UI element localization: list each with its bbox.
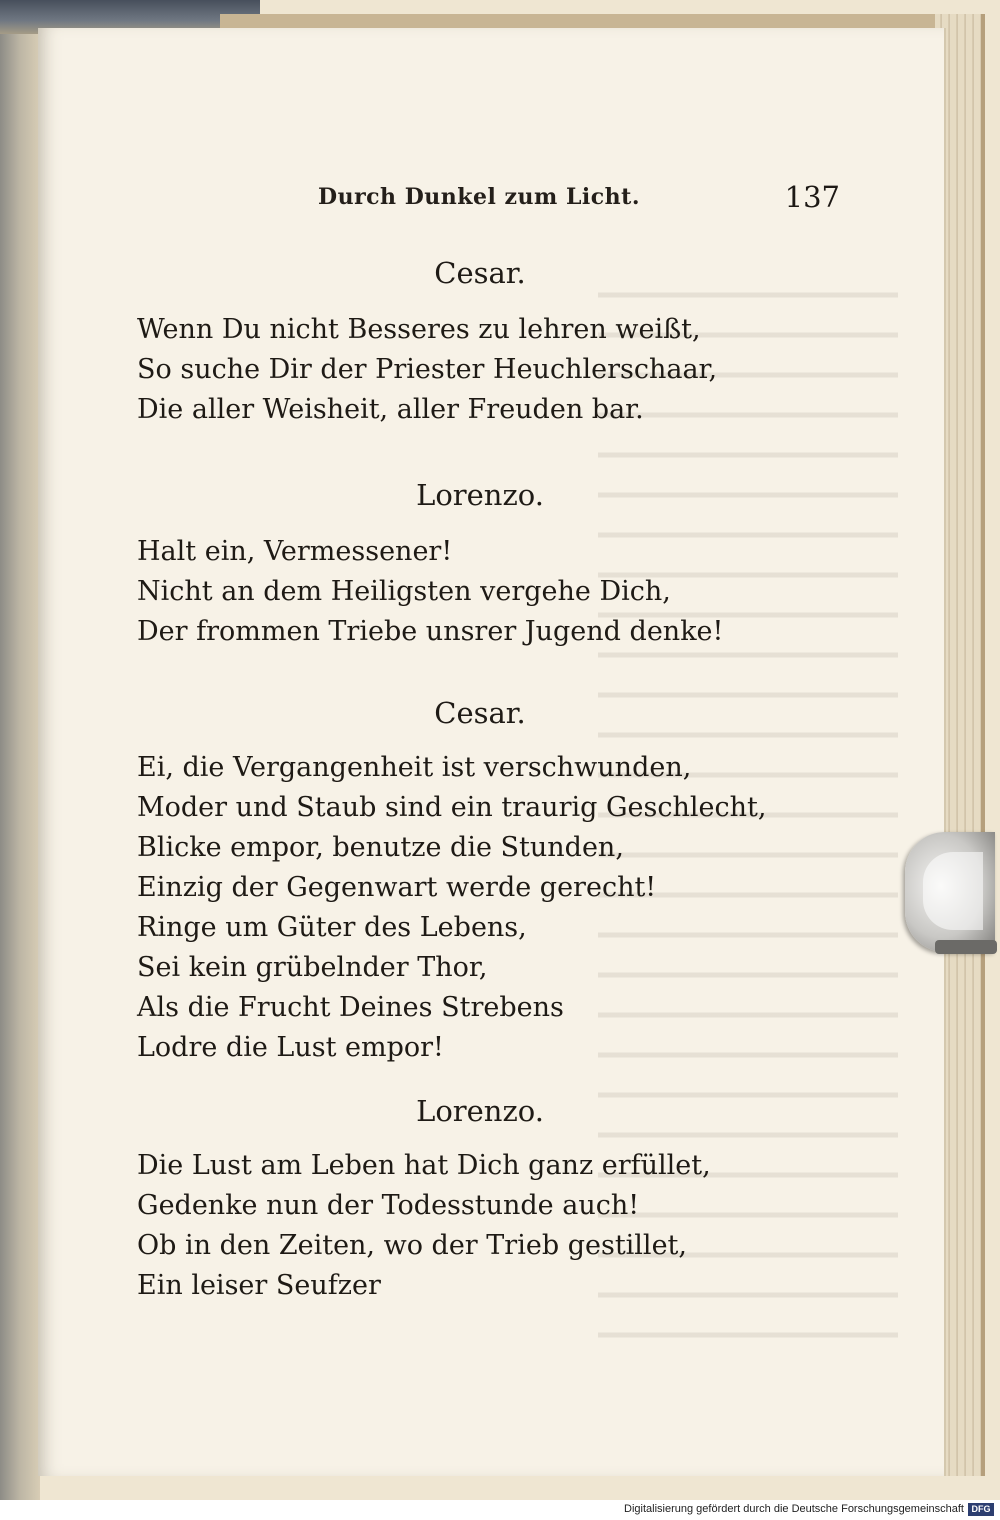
verse-line: Ein leiser Seufzer	[137, 1270, 381, 1301]
verse-line: Die Lust am Leben hat Dich ganz erfüllet,	[137, 1150, 711, 1181]
verse-line: Ei, die Vergangenheit ist verschwunden,	[137, 752, 692, 783]
verse-line: Ringe um Güter des Lebens,	[137, 912, 527, 943]
verse-block	[137, 310, 717, 430]
running-head: Durch Dunkel zum Licht.	[318, 184, 641, 210]
speaker-heading: Cesar.	[434, 256, 526, 290]
speaker-heading: Lorenzo.	[416, 1094, 544, 1128]
verse-line: Der frommen Triebe unsrer Jugend denke!	[137, 616, 724, 647]
bookmark-clip-highlight	[923, 852, 983, 930]
verse-block	[137, 748, 766, 1068]
verse-line: Einzig der Gegenwart werde gerecht!	[137, 872, 657, 903]
digitization-credit: Digitalisierung gefördert durch die Deutsche Forschungsgemeinschaft	[624, 1503, 964, 1515]
bookmark-clip-tail	[935, 940, 997, 954]
dfg-logo: DFG	[968, 1503, 994, 1516]
verse-line: Die aller Weisheit, aller Freuden bar.	[137, 394, 644, 425]
verse-line: Gedenke nun der Todesstunde auch!	[137, 1190, 640, 1221]
verse-line: Ob in den Zeiten, wo der Trieb gestillet,	[137, 1230, 687, 1261]
verse-line: Halt ein, Vermessener!	[137, 536, 453, 567]
verse-line: So suche Dir der Priester Heuchlerschaar,	[137, 354, 718, 385]
verse-line: Wenn Du nicht Besseres zu lehren weißt,	[137, 314, 701, 345]
verse-block	[137, 1146, 711, 1306]
verse-block	[137, 532, 723, 652]
verse-line: Nicht an dem Heiligsten vergehe Dich,	[137, 576, 671, 607]
verse-line: Als die Frucht Deines Strebens	[137, 992, 564, 1023]
page-number: 137	[784, 180, 840, 214]
verse-line: Moder und Staub sind ein traurig Geschlecht,	[137, 792, 767, 823]
speaker-heading: Cesar.	[434, 696, 526, 730]
speaker-heading: Lorenzo.	[416, 478, 544, 512]
verse-line: Blicke empor, benutze die Stunden,	[137, 832, 624, 863]
verse-line: Lodre die Lust empor!	[137, 1032, 444, 1063]
book-cover-left-edge	[0, 0, 40, 1500]
verse-line: Sei kein grübelnder Thor,	[137, 952, 488, 983]
bookmark-clip	[905, 832, 995, 952]
